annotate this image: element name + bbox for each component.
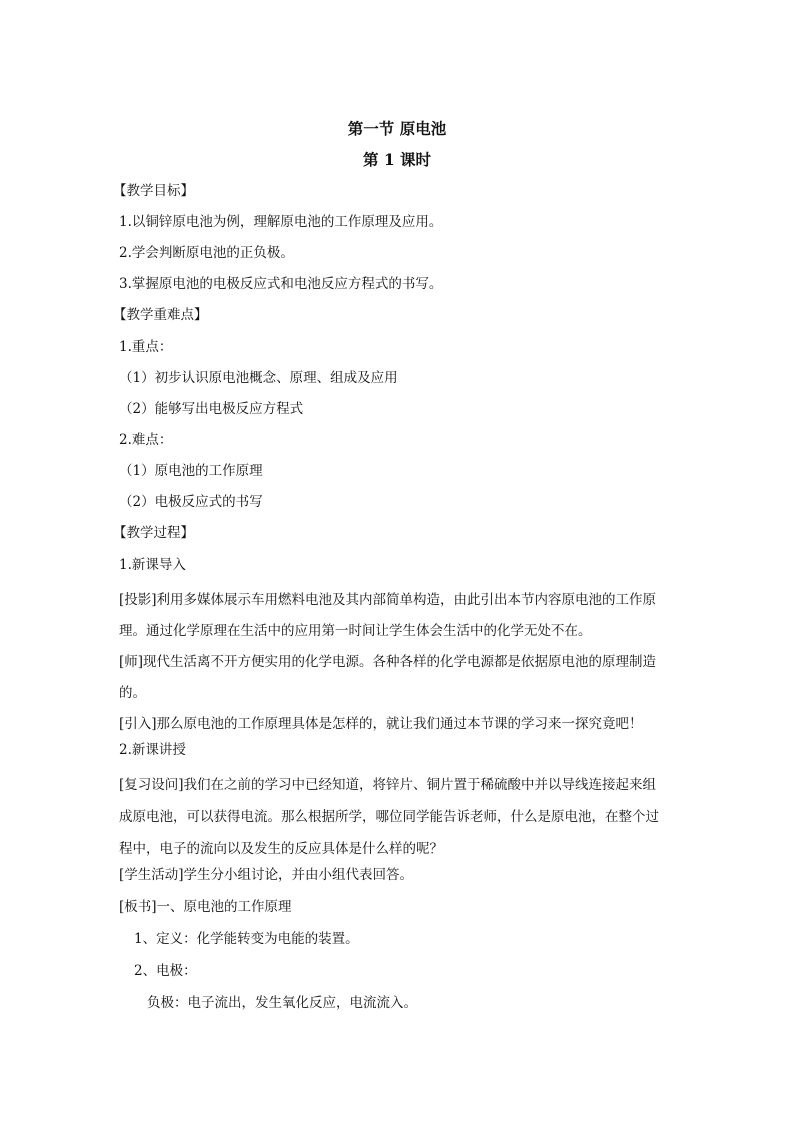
student-activity: [学生活动]学生分小组讨论，并由小组代表回答。 [119,867,414,883]
definition: 1、定义：化学能转变为电能的装置。 [134,931,359,947]
focus-item: （2）能够写出电极反应方程式 [119,401,304,417]
intro-line: 的。 [119,685,146,701]
objectives-heading: 【教学目标】 [113,183,194,199]
difficulty-item: （1）原电池的工作原理 [119,463,263,479]
intro-line: [引入]那么原电池的工作原理具体是怎样的，就让我们通过本节课的学习来一探究竟吧！ [119,716,643,732]
process-heading: 【教学过程】 [113,525,194,541]
review-line: 成原电池，可以获得电流。那么根据所学，哪位同学能告诉老师，什么是原电池，在整个过 [119,809,659,825]
lesson-subtitle: 第 1 课时 [362,150,432,169]
difficulty-item: （2）电极反应式的书写 [119,494,263,510]
focus-item: （1）初步认识原电池概念、原理、组成及应用 [119,370,398,386]
objective-item: 3.掌握原电池的电极反应式和电池反应方程式的书写。 [119,276,443,292]
intro-line: [师]现代生活离不开方便实用的化学电源。各种各样的化学电源都是依据原电池的原理制造 [119,654,657,670]
intro-line: [投影]利用多媒体展示车用燃料电池及其内部简单构造，由此引出本节内容原电池的工作原 [119,592,657,608]
review-line: 程中，电子的流向以及发生的反应具体是什么样的呢？ [119,841,443,857]
board-notes: [板书]一、原电池的工作原理 [119,899,292,915]
objective-item: 1.以铜锌原电池为例，理解原电池的工作原理及应用。 [119,214,443,230]
electrode-label: 2、电极： [134,963,197,979]
difficulty-label: 2.难点： [119,432,173,448]
negative-electrode: 负极：电子流出，发生氧化反应，电流流入。 [147,995,417,1011]
intro-line: 理。通过化学原理在生活中的应用第一时间让学生体会生活中的化学无处不在。 [119,623,592,639]
key-points-heading: 【教学重难点】 [113,307,208,323]
objective-item: 2.学会判断原电池的正负极。 [119,245,294,261]
review-line: [复习设问]我们在之前的学习中已经知道，将锌片、铜片置于稀硫酸中并以导线连接起来组 [119,777,657,793]
new-lesson-label: 2.新课讲授 [119,742,186,758]
lesson-title: 第一节 原电池 [347,119,447,138]
focus-label: 1.重点： [119,339,173,355]
intro-label: 1.新课导入 [119,557,186,573]
